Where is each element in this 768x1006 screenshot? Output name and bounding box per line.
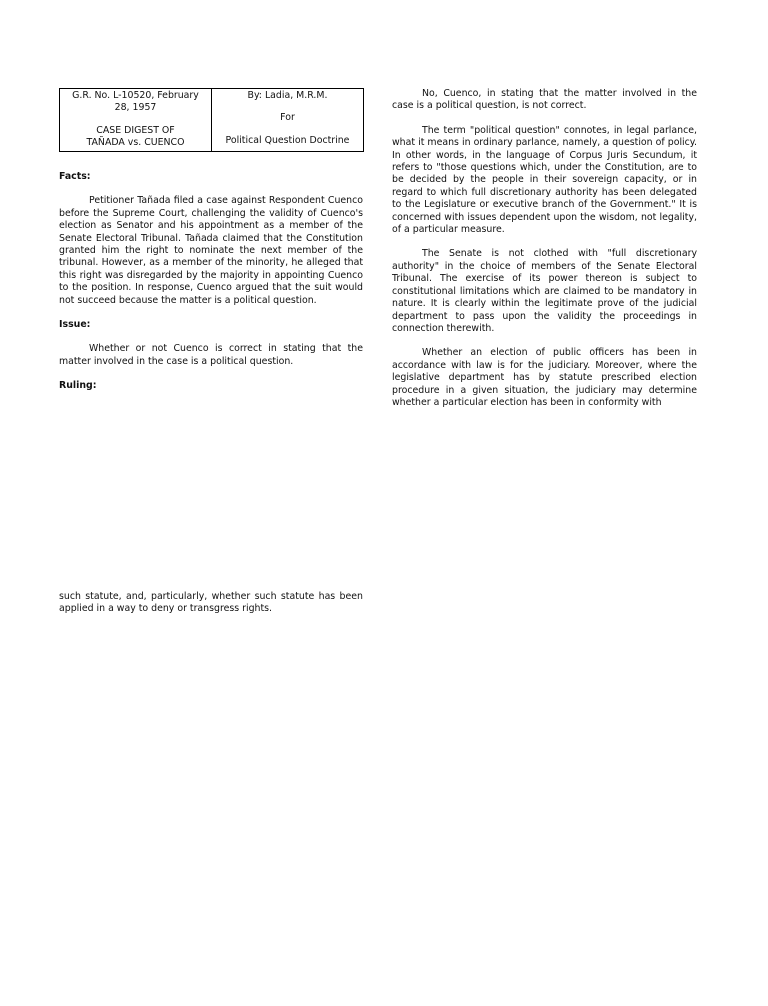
issue-text: Whether or not Cuenco is correct in stating that the matter involved in the case is a political question. [59,343,363,367]
ruling-continuation [59,591,363,616]
facts-text: Petitioner Tañada filed a case against Respondent Cuenco before the Supreme Court, challenging the validity of Cuenco's election as Senator and his appointment as a member of the Senate Electoral Tribunal. Tañada claimed that the Constitution granted him the right to nominate the next member of the tribunal. However, as a member of the minority, he alleged that this right was disregarded by the majority in appointing Cuenco to the position. In response, Cuenco argued that the suit would not succeed because the matter is a political question. [59,195,363,306]
case-title: TAÑADA vs. CUENCO [86,137,185,149]
ruling-paragraph-3: The Senate is not clothed with "full discretionary authority" in the choice of members of the Senate Electoral Tribunal. The exercise of its power thereon is subject to constitutional limitations which are claimed to be mandatory in nature. It is clearly within the legitimate prove of the judicial department to pass upon the validity the proceedings in connection therewith. [392,248,697,334]
facts-section [59,171,363,393]
gr-date: 28, 1957 [114,102,157,114]
issue-heading: Issue: [59,319,91,331]
case-digest-label: CASE DIGEST OF [96,124,175,136]
for-label: For [280,112,295,124]
case-author-cell [212,89,364,152]
gr-number: G.R. No. L-10520, February [72,90,199,101]
case-header-table [59,88,364,152]
continuation-text: such statute, and, particularly, whether such statute has been applied in a way to deny or transgress rights. [59,591,363,615]
ruling-section [392,88,697,409]
ruling-paragraph-1: No, Cuenco, in stating that the matter involved in the case is a political question, is not correct. [392,88,697,112]
ruling-heading: Ruling: [59,380,97,392]
ruling-paragraph-2: The term "political question" connotes, in legal parlance, what it means in ordinary parlance, namely, a question of policy. In other words, in the language of Corpus Juris Secundum, it refers to "those questions which, under the Constitution, are to be decided by the people in their sovereign capacity, or in regard to which full discretionary authority has been delegated to the Legislature or executive branch of the Government." It is concerned with issues dependent upon the wisdom, not legality, of a particular measure. [392,124,697,236]
facts-heading: Facts: [59,171,91,182]
case-citation-cell [60,89,212,152]
topic: Political Question Doctrine [225,134,350,146]
author: By: Ladia, M.R.M. [247,90,328,101]
ruling-paragraph-4: Whether an election of public officers has been in accordance with law is for the judiciary. Moreover, where the legislative department has by statute prescribed election procedure in a given situation, the judiciary may determine whether a particular election has been in conformity with [392,347,697,408]
